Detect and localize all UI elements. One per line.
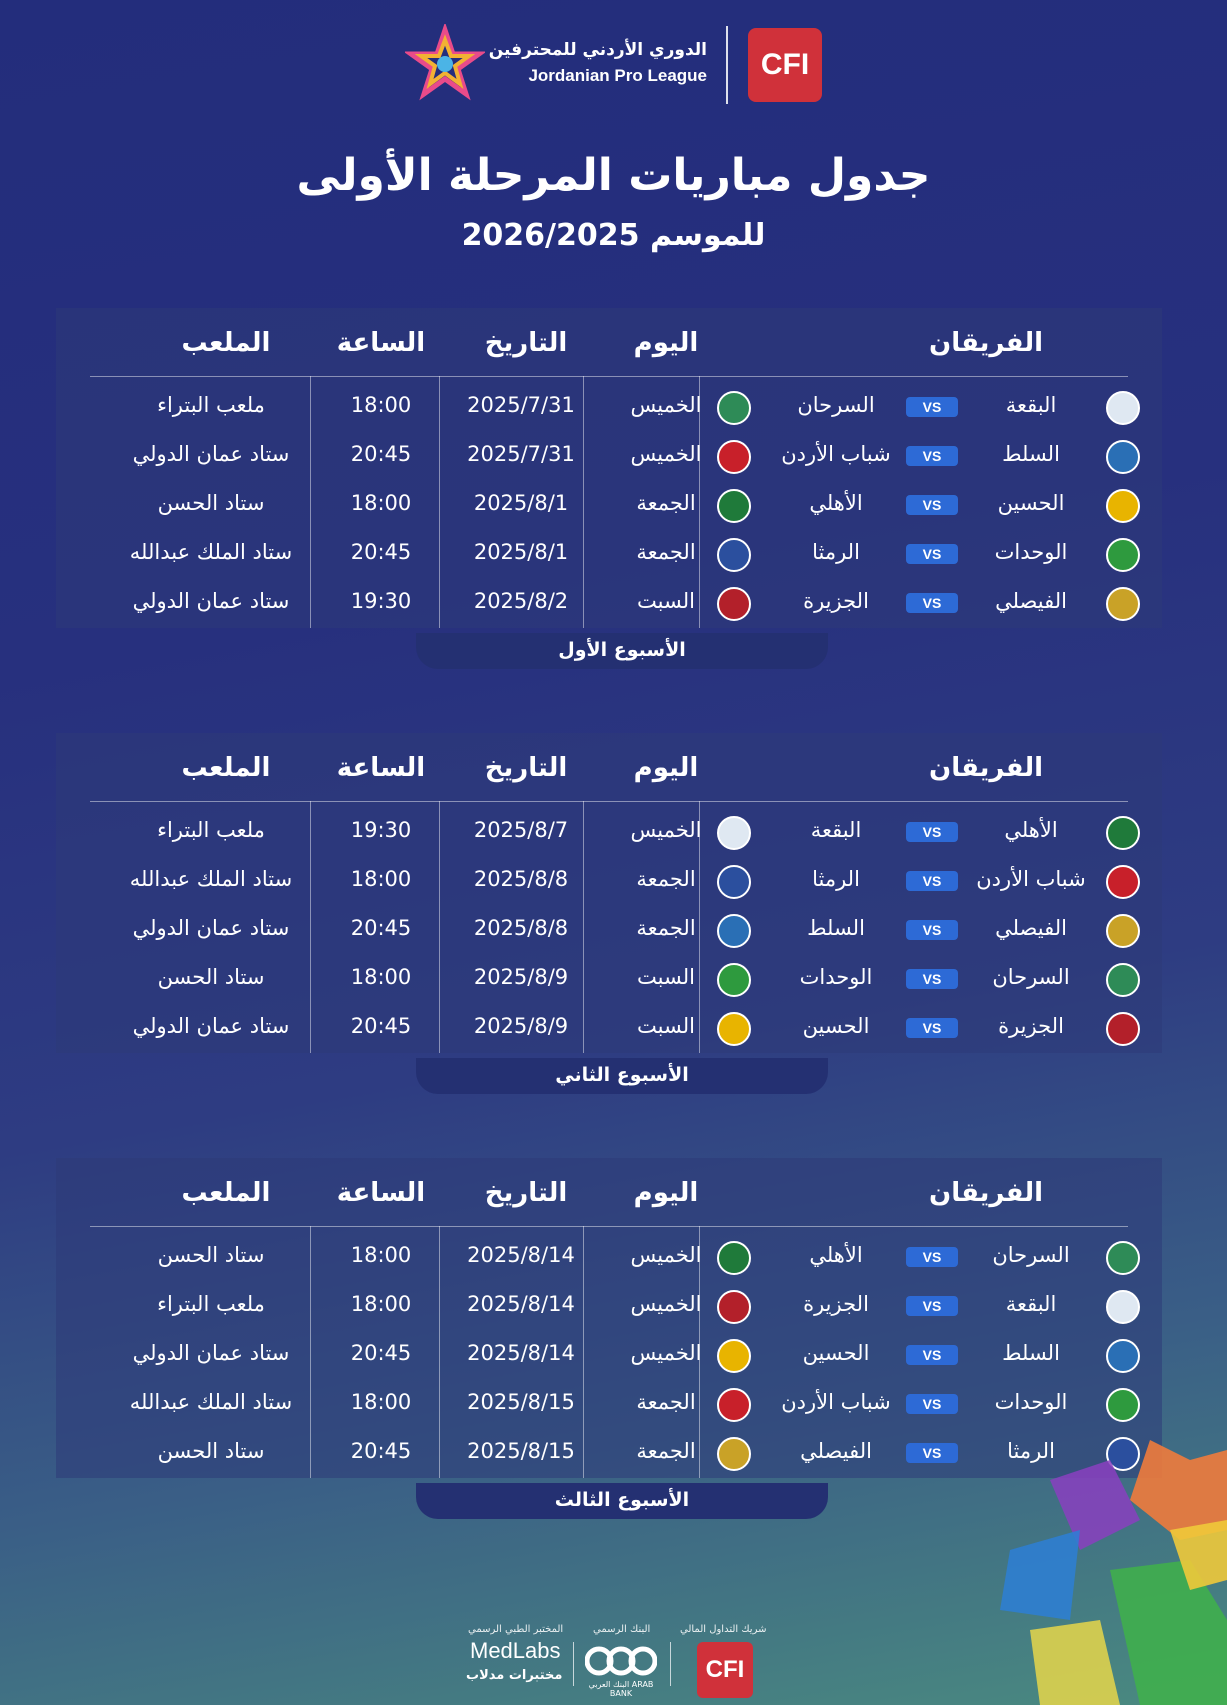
column-header-time: الساعة (336, 753, 426, 783)
match-date: 2025/8/14 (467, 1341, 575, 1365)
away-team: الحسين (802, 1014, 870, 1038)
home-team: السلط (1002, 1341, 1060, 1365)
league-name-ar: الدوري الأردني للمحترفين (488, 40, 707, 60)
column-header-teams: الفريقان (929, 753, 1043, 783)
match-day: الخميس (630, 1341, 702, 1365)
match-stadium: ستاد عمان الدولي (132, 1341, 290, 1365)
header-divider (726, 26, 728, 104)
vs-badge: VS (906, 1443, 958, 1463)
away-team: السلط (807, 916, 865, 940)
home-team-crest-icon (1106, 391, 1140, 425)
match-stadium: ستاد الحسن (157, 1439, 265, 1463)
match-stadium: ستاد الملك عبدالله (129, 1390, 293, 1414)
header-rule (90, 801, 1128, 802)
match-time: 18:00 (350, 1243, 412, 1267)
column-header-teams: الفريقان (929, 328, 1043, 358)
league-star-logo (405, 24, 485, 104)
match-row (56, 581, 1162, 627)
match-date: 2025/7/31 (467, 393, 575, 417)
match-stadium: ستاد عمان الدولي (132, 589, 290, 613)
home-team: الحسين (997, 491, 1065, 515)
match-row (56, 810, 1162, 856)
match-stadium: ستاد الحسن (157, 965, 265, 989)
match-time: 19:30 (350, 818, 412, 842)
match-day: السبت (637, 1014, 695, 1038)
league-name-en: Jordanian Pro League (528, 66, 707, 85)
match-row (56, 1235, 1162, 1281)
footer-divider (573, 1642, 574, 1686)
vs-badge: VS (906, 1296, 958, 1316)
match-time: 18:00 (350, 965, 412, 989)
match-day: السبت (637, 589, 695, 613)
match-stadium: ستاد عمان الدولي (132, 916, 290, 940)
match-stadium: ملعب البتراء (157, 393, 265, 417)
vs-badge: VS (906, 544, 958, 564)
away-team: الحسين (802, 1341, 870, 1365)
vs-badge: VS (906, 1018, 958, 1038)
home-team: شباب الأردن (976, 867, 1086, 891)
match-stadium: ستاد عمان الدولي (132, 1014, 290, 1038)
vs-badge: VS (906, 822, 958, 842)
vs-badge: VS (906, 1345, 958, 1365)
home-team-crest-icon (1106, 816, 1140, 850)
home-team-crest-icon (1106, 963, 1140, 997)
match-row (56, 434, 1162, 480)
match-time: 18:00 (350, 867, 412, 891)
week-table (56, 733, 1162, 1086)
home-team-crest-icon (1106, 440, 1140, 474)
match-day: الخميس (630, 442, 702, 466)
away-team: الرمثا (812, 867, 860, 891)
match-stadium: ملعب البتراء (157, 818, 265, 842)
vs-badge: VS (906, 593, 958, 613)
home-team: الوحدات (994, 1390, 1068, 1414)
cfi-footer-logo: CFI (697, 1642, 753, 1698)
column-header-date: التاريخ (484, 1178, 568, 1208)
home-team-crest-icon (1106, 489, 1140, 523)
footer-divider (670, 1642, 671, 1686)
match-date: 2025/7/31 (467, 442, 575, 466)
medlab-caption: المختبر الطبي الرسمي (468, 1624, 564, 1635)
cfi-logo: CFI (748, 28, 822, 102)
column-header-time: الساعة (336, 328, 426, 358)
match-date: 2025/8/2 (473, 589, 569, 613)
vs-badge: VS (906, 446, 958, 466)
column-header-stadium: الملعب (181, 1178, 271, 1208)
away-team: الجزيرة (803, 589, 869, 613)
match-day: الجمعة (636, 1390, 696, 1414)
home-team: الجزيرة (998, 1014, 1064, 1038)
week-table (56, 308, 1162, 661)
match-row (56, 483, 1162, 529)
match-day: الجمعة (636, 540, 696, 564)
match-date: 2025/8/15 (467, 1390, 575, 1414)
match-time: 20:45 (350, 1439, 412, 1463)
match-time: 20:45 (350, 442, 412, 466)
column-header-date: التاريخ (484, 753, 568, 783)
sponsors-footer (0, 1618, 1227, 1705)
home-team-crest-icon (1106, 1241, 1140, 1275)
match-day: الجمعة (636, 867, 696, 891)
home-team: البقعة (1005, 1292, 1057, 1316)
match-stadium: ملعب البتراء (157, 1292, 265, 1316)
header (0, 22, 1227, 112)
match-time: 20:45 (350, 540, 412, 564)
vs-badge: VS (906, 397, 958, 417)
match-day: الجمعة (636, 491, 696, 515)
page-title: جدول مباريات المرحلة الأولى (296, 150, 931, 201)
match-stadium: ستاد الحسن (157, 1243, 265, 1267)
match-date: 2025/8/7 (473, 818, 569, 842)
match-day: الجمعة (636, 916, 696, 940)
column-header-time: الساعة (336, 1178, 426, 1208)
match-day: الجمعة (636, 1439, 696, 1463)
match-date: 2025/8/15 (467, 1439, 575, 1463)
match-row (56, 532, 1162, 578)
match-time: 18:00 (350, 393, 412, 417)
match-date: 2025/8/9 (473, 965, 569, 989)
match-row (56, 385, 1162, 431)
home-team: الفيصلي (995, 589, 1067, 613)
medlabs-ar-name: مختبرات مدلاب (466, 1668, 563, 1683)
match-time: 18:00 (350, 1390, 412, 1414)
match-date: 2025/8/14 (467, 1243, 575, 1267)
home-team: الوحدات (994, 540, 1068, 564)
home-team-crest-icon (1106, 1012, 1140, 1046)
match-time: 20:45 (350, 1341, 412, 1365)
vs-badge: VS (906, 969, 958, 989)
bank-name: البنك العربي ARAB BANK (588, 1680, 654, 1698)
home-team-crest-icon (1106, 1388, 1140, 1422)
match-stadium: ستاد الملك عبدالله (129, 867, 293, 891)
match-date: 2025/8/8 (473, 867, 569, 891)
match-date: 2025/8/1 (473, 491, 569, 515)
arab-bank-logo-icon (585, 1644, 657, 1678)
match-time: 19:30 (350, 589, 412, 613)
away-team: الأهلي (809, 491, 863, 515)
home-team-crest-icon (1106, 587, 1140, 621)
away-team: شباب الأردن (781, 1390, 891, 1414)
match-stadium: ستاد عمان الدولي (132, 442, 290, 466)
match-day: الخميس (630, 818, 702, 842)
match-stadium: ستاد الحسن (157, 491, 265, 515)
header-rule (90, 376, 1128, 377)
column-header-day: اليوم (633, 753, 699, 783)
home-team: السرحان (992, 1243, 1070, 1267)
match-row (56, 859, 1162, 905)
away-team: الرمثا (812, 540, 860, 564)
vs-badge: VS (906, 1394, 958, 1414)
home-team: السرحان (992, 965, 1070, 989)
header-rule (90, 1226, 1128, 1227)
match-row (56, 957, 1162, 1003)
match-row (56, 1006, 1162, 1052)
trading-caption: شريك التداول المالي (680, 1624, 767, 1635)
medlabs-logo: MedLabs (470, 1638, 561, 1663)
match-day: الخميس (630, 393, 702, 417)
match-day: السبت (637, 965, 695, 989)
vs-badge: VS (906, 495, 958, 515)
away-team: شباب الأردن (781, 442, 891, 466)
home-team: الأهلي (1004, 818, 1058, 842)
match-date: 2025/8/9 (473, 1014, 569, 1038)
away-team: الفيصلي (800, 1439, 872, 1463)
home-team: الفيصلي (995, 916, 1067, 940)
column-header-teams: الفريقان (929, 1178, 1043, 1208)
home-team-crest-icon (1106, 1339, 1140, 1373)
vs-badge: VS (906, 920, 958, 940)
column-header-day: اليوم (633, 328, 699, 358)
home-team: البقعة (1005, 393, 1057, 417)
column-header-date: التاريخ (484, 328, 568, 358)
match-date: 2025/8/8 (473, 916, 569, 940)
bank-caption: البنك الرسمي (593, 1624, 651, 1635)
match-time: 20:45 (350, 1014, 412, 1038)
away-team: الجزيرة (803, 1292, 869, 1316)
vs-badge: VS (906, 871, 958, 891)
match-date: 2025/8/1 (473, 540, 569, 564)
away-team: السرحان (797, 393, 875, 417)
away-team: البقعة (810, 818, 862, 842)
match-time: 18:00 (350, 1292, 412, 1316)
column-header-stadium: الملعب (181, 753, 271, 783)
match-row (56, 1333, 1162, 1379)
match-day: الخميس (630, 1292, 702, 1316)
home-team-crest-icon (1106, 865, 1140, 899)
week-label: الأسبوع الثالث (416, 1483, 828, 1519)
match-time: 20:45 (350, 916, 412, 940)
home-team: السلط (1002, 442, 1060, 466)
home-team: الرمثا (1007, 1439, 1055, 1463)
home-team-crest-icon (1106, 914, 1140, 948)
week-label: الأسبوع الأول (416, 633, 828, 669)
match-stadium: ستاد الملك عبدالله (129, 540, 293, 564)
match-row (56, 908, 1162, 954)
match-day: الخميس (630, 1243, 702, 1267)
match-time: 18:00 (350, 491, 412, 515)
vs-badge: VS (906, 1247, 958, 1267)
away-team: الوحدات (799, 965, 873, 989)
column-header-day: اليوم (633, 1178, 699, 1208)
match-row (56, 1284, 1162, 1330)
match-date: 2025/8/14 (467, 1292, 575, 1316)
home-team-crest-icon (1106, 1290, 1140, 1324)
away-team: الأهلي (809, 1243, 863, 1267)
week-label: الأسبوع الثاني (416, 1058, 828, 1094)
home-team-crest-icon (1106, 538, 1140, 572)
page-subtitle: للموسم 2026/2025 (461, 218, 766, 253)
column-header-stadium: الملعب (181, 328, 271, 358)
